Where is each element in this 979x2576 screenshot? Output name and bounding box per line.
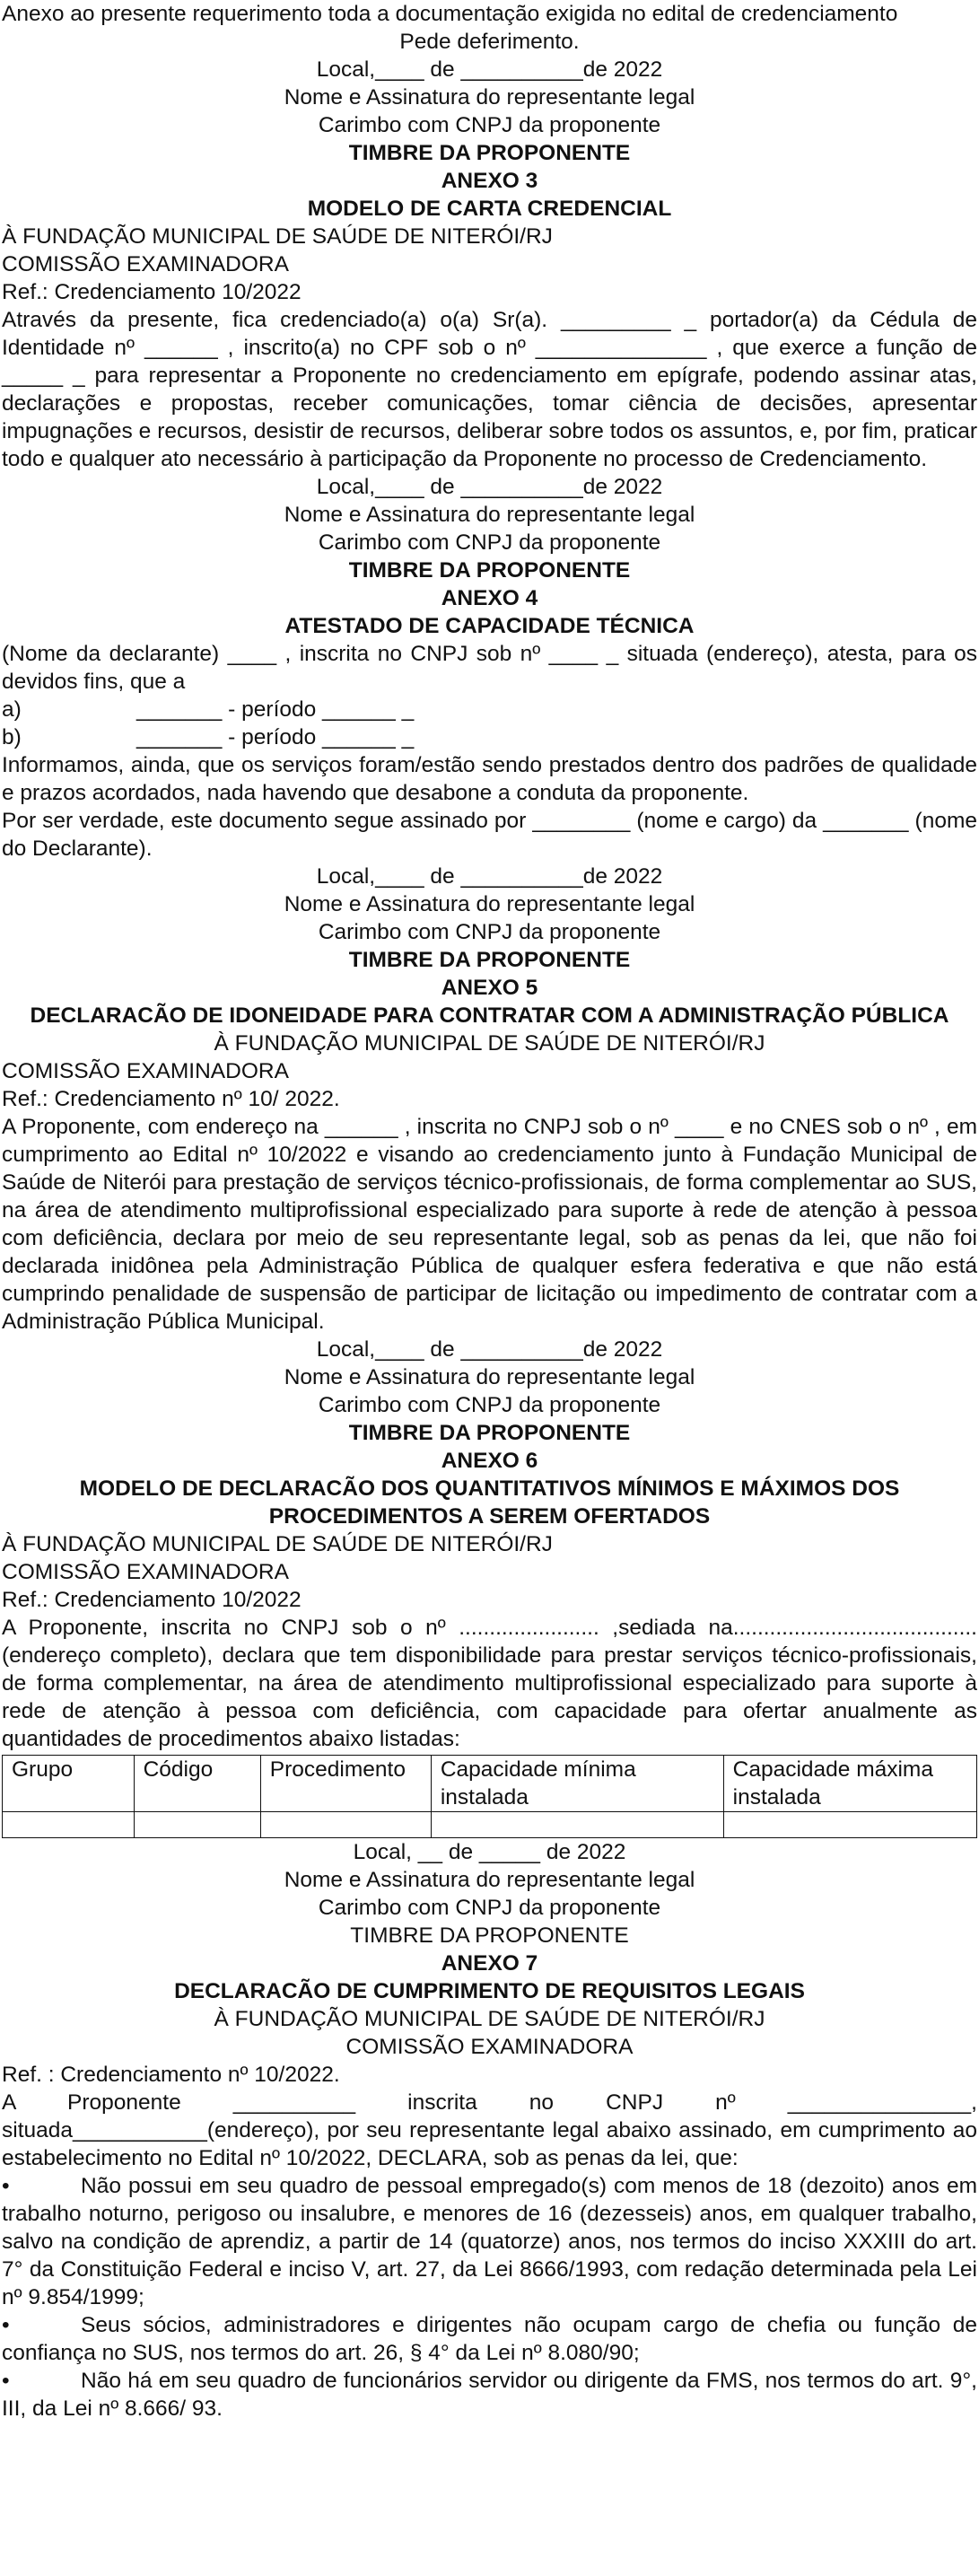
annex-title: DECLARACÃO DE CUMPRIMENTO DE REQUISITOS LEGAIS: [174, 1979, 805, 2003]
signature-block: [2, 863, 977, 974]
annex-body: A Proponente __________ inscrita no CNPJ nº _______________, situada___________(endereço), por seu representante legal abaixo assinado, em cumprimento ao estabelecimento no Edital nº 10/2022, DECLARA, sob as penas da lei, que:: [2, 2090, 977, 2170]
local-date-line: Local, __ de _____ de 2022: [353, 1840, 626, 1864]
list-item-text: Seus sócios, administradores e dirigentes não ocupam cargo de chefia ou função de confiança no SUS, nos termos do art. 26, § 4° da Lei nº 8.080/90;: [2, 2313, 977, 2365]
annex-title: MODELO DE CARTA CREDENCIAL: [307, 197, 672, 221]
annex-label: ANEXO 3: [441, 169, 538, 193]
signature-name-line: Nome e Assinatura do representante legal: [284, 1868, 695, 1892]
list-item: [2, 2367, 977, 2423]
list-item: [2, 696, 977, 723]
stamp-line: Carimbo com CNPJ da proponente: [318, 1393, 661, 1417]
signature-block: [2, 1336, 977, 1447]
signature-block: [2, 1838, 977, 1950]
annex-body: A Proponente, inscrita no CNPJ sob o nº ....................... ,sediada na........................................ (endereço completo), declara que tem disponibilidade para prestar serviços técnico-profissionais, de forma complementar, na área de atendimento multiprofissional especializado para suporte à rede de atenção à pessoa com deficiência, com capacidade para ofertar anualmente as quantidades de procedimentos abaixo listadas:: [2, 1616, 977, 1751]
addressee-line: À FUNDAÇÃO MUNICIPAL DE SAÚDE DE NITERÓI/RJ: [2, 1532, 553, 1556]
signature-block: [2, 56, 977, 167]
table-cell: [723, 1812, 976, 1838]
letterhead-line: TIMBRE DA PROPONENTE: [348, 1421, 631, 1445]
annex-label: ANEXO 7: [441, 1951, 538, 1976]
list-item-text: Não possui em seu quadro de pessoal empregado(s) com menos de 18 (dezoito) anos em trabalho noturno, perigoso ou insalubre, e menores de 16 (dezesseis) anos, em qualquer trabalho, salvo na condição de aprendiz, a partir de 14 (quatorze) anos, nos termos do inciso XXXIII do art. 7° da Constituição Federal e inciso V, art. 27, da Lei 8666/1993, com redação determinada pela Lei nº 9.854/1999;: [2, 2174, 977, 2309]
table-header-cell: Procedimento: [260, 1756, 431, 1812]
signature-name-line: Nome e Assinatura do representante legal: [284, 892, 695, 916]
commission-line: COMISSÃO EXAMINADORA: [2, 252, 289, 276]
addressee-line: À FUNDAÇÃO MUNICIPAL DE SAÚDE DE NITERÓI/RJ: [214, 1031, 765, 1056]
list-item-label: b): [2, 725, 22, 749]
requirements-list: [2, 2172, 977, 2423]
stamp-line: Carimbo com CNPJ da proponente: [318, 920, 661, 944]
table-row: [3, 1812, 977, 1838]
list-item: [2, 723, 977, 751]
signature-name-line: Nome e Assinatura do representante legal: [284, 1365, 695, 1389]
stamp-line: Carimbo com CNPJ da proponente: [318, 530, 661, 555]
table-header-cell: Capacidade mínima instalada: [431, 1756, 723, 1812]
list-item: [2, 2172, 977, 2311]
commission-line: COMISSÃO EXAMINADORA: [2, 1059, 289, 1083]
signature-block: [2, 473, 977, 584]
reference-line: Ref.: Credenciamento 10/2022: [2, 280, 302, 304]
letterhead-line: TIMBRE DA PROPONENTE: [350, 1923, 629, 1948]
signature-name-line: Nome e Assinatura do representante legal: [284, 85, 695, 110]
local-date-line: Local,____ de __________de 2022: [316, 57, 663, 82]
table-cell: [431, 1812, 723, 1838]
list-item-text: _______ - período ______ _: [136, 725, 415, 749]
list-item: [2, 2311, 977, 2367]
table-cell: [3, 1812, 135, 1838]
reference-line: Ref. : Credenciamento nº 10/2022.: [2, 2063, 340, 2087]
annex-title: MODELO DE DECLARACÃO DOS QUANTITATIVOS MÍNIMOS E MÁXIMOS DOS PROCEDIMENTOS A SEREM OFERTADOS: [79, 1476, 900, 1529]
table-header-row: [3, 1756, 977, 1812]
bullet-icon: •: [2, 2174, 10, 2198]
list-item-label: a): [2, 697, 22, 722]
annex-label: ANEXO 5: [441, 976, 538, 1000]
list-item-text: Não há em seu quadro de funcionários servidor ou dirigente da FMS, nos termos do art. 9°, III, da Lei nº 8.666/ 93.: [2, 2369, 977, 2421]
procedures-table: [2, 1755, 977, 1838]
bullet-icon: •: [2, 2313, 10, 2337]
list-item-text: _______ - período ______ _: [136, 697, 415, 722]
commission-line: COMISSÃO EXAMINADORA: [345, 2035, 634, 2059]
annex-body: A Proponente, com endereço na ______ , inscrita no CNPJ sob o nº ____ e no CNES sob o nº , em cumprimento ao Edital nº 10/2022 e visando ao credenciamento junto à Fundação Municipal de Saúde de Niterói para prestação de serviços técnico-profissionais, de forma complementar ao SUS, na área de atendimento multiprofissional especializado para suporte à rede de atenção à pessoa com deficiência, declara por meio de seu representante legal, sob as penas da lei, que não foi declarada inidônea pela Administração Pública de qualquer esfera federativa e que não está cumprindo penalidade de suspensão de participar de licitação ou impedimento de contratar com a Administração Pública Municipal.: [2, 1115, 977, 1334]
table-header-cell: Capacidade máxima instalada: [723, 1756, 976, 1812]
annex-body: (Nome da declarante) ____ , inscrita no CNPJ sob nº ____ _ situada (endereço), atesta, para os devidos fins, que a: [2, 642, 977, 694]
signature-name-line: Nome e Assinatura do representante legal: [284, 503, 695, 527]
pede-deferimento: Pede deferimento.: [399, 30, 580, 54]
annex-paragraph: Por ser verdade, este documento segue assinado por ________ (nome e cargo) da _______ (nome do Declarante).: [2, 809, 977, 861]
reference-line: Ref.: Credenciamento 10/2022: [2, 1588, 302, 1612]
letterhead-line: TIMBRE DA PROPONENTE: [348, 558, 631, 583]
local-date-line: Local,____ de __________de 2022: [316, 1337, 663, 1362]
table-header-cell: Código: [134, 1756, 260, 1812]
local-date-line: Local,____ de __________de 2022: [316, 864, 663, 889]
bullet-icon: •: [2, 2369, 10, 2393]
local-date-line: Local,____ de __________de 2022: [316, 475, 663, 499]
annex-label: ANEXO 4: [441, 586, 538, 610]
letterhead-line: TIMBRE DA PROPONENTE: [348, 948, 631, 972]
annex-title: ATESTADO DE CAPACIDADE TÉCNICA: [284, 614, 695, 638]
reference-line: Ref.: Credenciamento nº 10/ 2022.: [2, 1087, 340, 1111]
table-cell: [260, 1812, 431, 1838]
table-cell: [134, 1812, 260, 1838]
addressee-line: À FUNDAÇÃO MUNICIPAL DE SAÚDE DE NITERÓI/RJ: [2, 224, 553, 249]
annex-body: Através da presente, fica credenciado(a) o(a) Sr(a). _________ _ portador(a) da Cédula de Identidade nº ______ , inscrito(a) no CPF sob o nº ______________ , que exerce a função de _____ _ para representar a Proponente no credenciamento em epígrafe, podendo assinar atas, declarações e propostas, receber comunicações, tomar ciência de decisões, apresentar impugnações e recursos, desistir de recursos, deliberar sobre todos os assuntos, e, por fim, praticar todo e qualquer ato necessário à participação da Proponente no processo de Credenciamento.: [2, 308, 977, 471]
annex-title: DECLARACÃO DE IDONEIDADE PARA CONTRATAR COM A ADMINISTRAÇÃO PÚBLICA: [30, 1003, 949, 1028]
letterhead-line: TIMBRE DA PROPONENTE: [348, 141, 631, 165]
addressee-line: À FUNDAÇÃO MUNICIPAL DE SAÚDE DE NITERÓI/RJ: [214, 2007, 765, 2031]
stamp-line: Carimbo com CNPJ da proponente: [318, 1896, 661, 1920]
intro-paragraph: Anexo ao presente requerimento toda a documentação exigida no edital de credenciamento: [2, 2, 898, 26]
annex-label: ANEXO 6: [441, 1449, 538, 1473]
commission-line: COMISSÃO EXAMINADORA: [2, 1560, 289, 1584]
stamp-line: Carimbo com CNPJ da proponente: [318, 113, 661, 137]
annex-paragraph: Informamos, ainda, que os serviços foram/estão sendo prestados dentro dos padrões de qualidade e prazos acordados, nada havendo que desabone a conduta da proponente.: [2, 753, 977, 805]
table-header-cell: Grupo: [3, 1756, 135, 1812]
